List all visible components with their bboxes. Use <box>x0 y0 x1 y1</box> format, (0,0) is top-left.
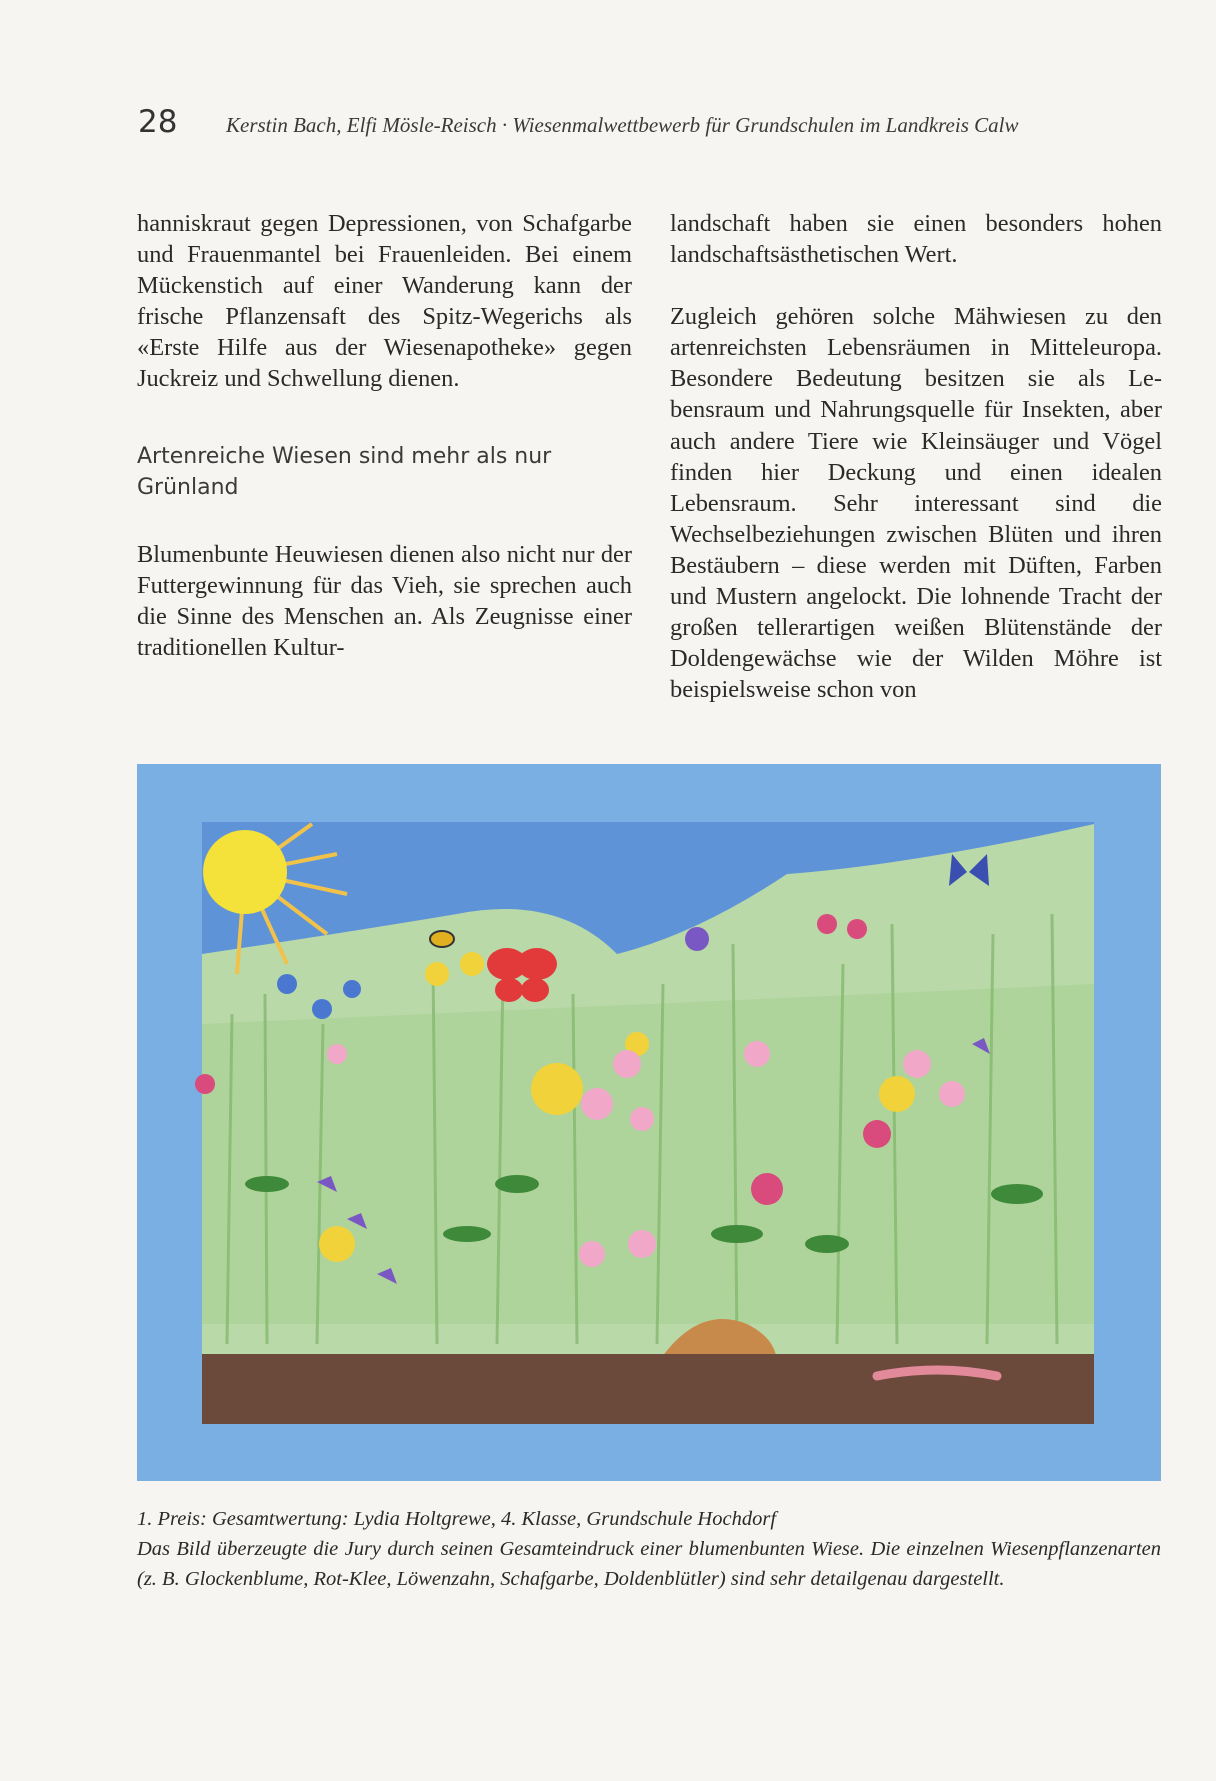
right-column <box>670 208 1162 705</box>
section-heading: Artenreiche Wiesen sind mehr als nur Grünland <box>137 443 552 500</box>
left-column <box>137 208 632 663</box>
bee <box>430 931 454 947</box>
soil <box>202 1354 1094 1424</box>
caption-text: Das Bild überzeugte die Jury durch seinen Gesamteindruck einer blumenbunten Wiese. Die einzelnen Wiesenpflanzenarten (z. B. Glockenblume, Rot-Klee, Löwenzahn, Schafgarbe, Doldenblütler) sind sehr detailgenau dargestellt. <box>137 1538 1161 1590</box>
caption-title: 1. Preis: Gesamtwertung: Lydia Holtgrewe, 4. Klasse, Grundschule Hochdorf <box>137 1508 777 1530</box>
paragraph: landschaft haben sie einen besonders hohen landschaftsästhetischen Wert. <box>670 210 1162 269</box>
paragraph: hanniskraut gegen Depressionen, von Schafgarbe und Frauenmantel bei Frauenleiden. Bei einem Mückenstich auf einer Wanderung kann der frische Pflanzensaft des Spitz-Wegerichs als «Erste Hilfe aus der Wiesenapotheke» gegen Juckreiz und Schwellung dienen. <box>137 210 632 393</box>
paragraph: Zugleich gehören solche Mähwiesen zu den artenreichsten Lebensräumen in Mitteleuropa. Besondere Bedeutung besitzen sie als Lebensraum und Nahrungsquelle für Insekten, aber auch andere Tiere wie Kleinsäuger und Vögel finden hier Deckung und einen idealen Lebensraum. Sehr interessant sind die Wechselbeziehungen zwischen Blüten und ihren Bestäubern – diese werden mit Düften, Farben und Mustern angelockt. Die lohnende Tracht der großen tellerartigen weißen Blütenstände der Doldengewächse wie der Wilden Möhre ist beispielsweise schon von <box>670 303 1162 704</box>
figure-caption <box>137 1504 1161 1594</box>
page-number: 28 <box>138 104 178 140</box>
meadow-drawing-figure <box>137 764 1161 1481</box>
paragraph: Blumenbunte Heuwiesen dienen also nicht nur der Futtergewinnung für das Vieh, sie sprechen auch die Sinne des Menschen an. Als Zeugnisse einer traditionellen Kultur- <box>137 540 632 661</box>
meadow-drawing <box>137 764 1161 1481</box>
running-title: Kerstin Bach, Elfi Mösle-Reisch · Wiesenmalwettbewerb für Grundschulen im Landkreis Calw <box>226 113 1019 137</box>
